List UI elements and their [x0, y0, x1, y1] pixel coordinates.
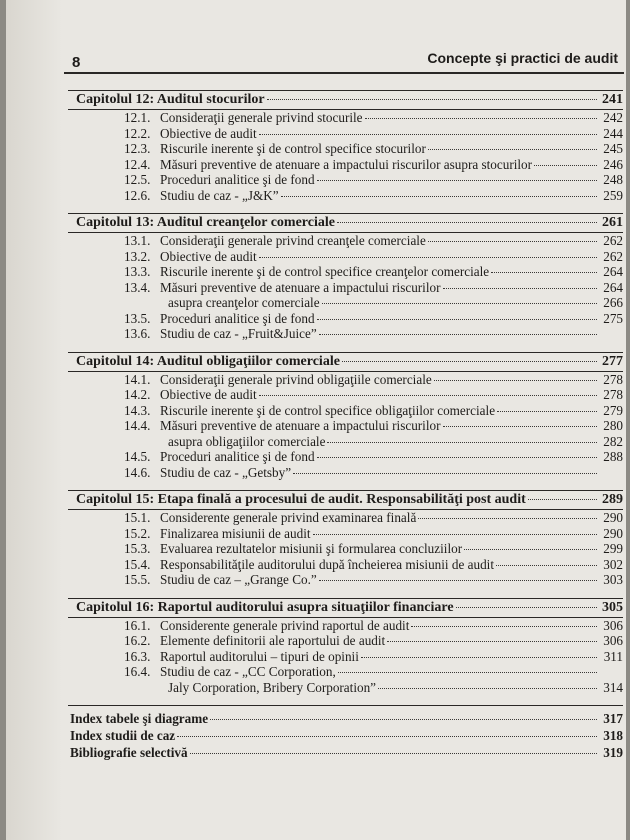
chapter-title-row: [76, 599, 623, 617]
toc-entry-row: [124, 126, 623, 142]
toc-entry-cont-row: [168, 680, 623, 696]
chapter-title-label: Capitolul 13: Auditul creanţelor comerciale: [76, 215, 335, 230]
toc-entry-page: 306: [603, 633, 623, 648]
dot-leader: [411, 625, 597, 627]
back-matter-page: 317: [603, 711, 623, 726]
toc-entry-label: Riscurile inerente şi de control specifice stocurilor: [160, 141, 426, 156]
chapter-section: [68, 213, 623, 342]
toc-entry-cont-page: 282: [603, 433, 623, 449]
toc-entry: [68, 326, 623, 342]
toc-entry: [68, 264, 623, 280]
toc-entry-row: [124, 372, 623, 388]
back-matter-entry: [68, 727, 623, 744]
toc-entry-label: Riscurile inerente şi de control specifice obligaţiilor comerciale: [160, 402, 496, 418]
toc-entry-label: Măsuri preventive de atenuare a impactului riscurilor: [160, 279, 441, 295]
toc-entry-number: 15.1.: [124, 510, 151, 525]
toc-entry-row: [124, 157, 623, 173]
toc-entry-number: 14.6.: [124, 464, 151, 480]
toc-entry-number: 14.3.: [124, 402, 151, 418]
toc-entry: [68, 465, 623, 481]
toc-entry: [68, 449, 623, 465]
toc-entry-number: 12.6.: [124, 187, 151, 203]
toc-entry-cont-label: asupra creanţelor comerciale: [168, 295, 320, 310]
dot-leader: [342, 360, 597, 362]
toc-entry-page: 242: [603, 110, 623, 125]
toc-entry: [68, 618, 623, 634]
toc-entry: [68, 172, 623, 188]
toc-entry-page: 262: [603, 233, 623, 248]
toc-entry-page: 264: [603, 279, 623, 295]
toc-entry: [68, 188, 623, 204]
toc-entry: [68, 633, 623, 649]
chapter-heading: [68, 213, 623, 233]
toc-entry-label: Evaluarea rezultatelor misiunii şi formularea concluziilor: [160, 541, 463, 556]
toc-entry-page: 280: [603, 418, 623, 433]
chapter-title-row: [76, 214, 623, 232]
dot-leader: [327, 441, 597, 443]
toc-entry-page: 279: [603, 402, 623, 418]
toc-entry-row: [124, 465, 623, 481]
toc-entry-number: 13.4.: [124, 279, 151, 295]
toc-entry: [68, 541, 623, 557]
toc-entry-page: 290: [603, 525, 623, 541]
chapter-title-page: 289: [602, 492, 623, 507]
page-gutter-shadow: [6, 0, 62, 840]
toc-entry-row: [124, 233, 623, 249]
dot-leader: [497, 410, 597, 412]
dot-leader: [418, 517, 597, 519]
toc-entry-cont-label: Jaly Corporation, Bribery Corporation”: [168, 679, 377, 695]
page-header: [64, 44, 624, 74]
toc-entry-row: [124, 633, 623, 649]
chapter-section: [68, 90, 623, 203]
toc-entry-row: [124, 449, 623, 465]
dot-leader: [267, 98, 597, 100]
dot-leader: [378, 687, 597, 689]
toc-entry-number: 15.3.: [124, 541, 151, 556]
toc-entry-page: 248: [603, 172, 623, 187]
toc-entry-row: [124, 649, 623, 665]
toc-entry-page: 259: [603, 187, 623, 203]
chapter-title-page: 261: [602, 215, 623, 230]
toc-entry-page: 311: [603, 648, 623, 664]
back-matter-row: [70, 744, 623, 761]
back-matter-label: Index tabele şi diagrame: [70, 711, 209, 726]
toc-entry-label: Măsuri preventive de atenuare a impactului riscurilor: [160, 418, 441, 433]
toc-entry-label: Raportul auditorului – tipuri de opinii: [160, 648, 359, 664]
dot-leader: [387, 640, 597, 642]
toc-entry-row: [124, 418, 623, 434]
toc-entry-row: [124, 311, 623, 327]
toc-entry: [68, 572, 623, 588]
toc-entry-label: Măsuri preventive de atenuare a impactului riscurilor asupra stocurilor: [160, 156, 533, 172]
toc-entry-number: 13.6.: [124, 326, 151, 341]
dot-leader: [293, 472, 597, 474]
toc-entry-page: 306: [603, 617, 623, 633]
toc-entry-page: 246: [603, 156, 623, 172]
dot-leader: [534, 164, 597, 166]
toc-entry: [68, 157, 623, 173]
book-page: [6, 0, 626, 840]
chapter-heading: [68, 90, 623, 110]
toc-entry-row: [124, 110, 623, 126]
chapter-section: [68, 490, 623, 588]
toc-entry-number: 13.1.: [124, 233, 151, 248]
toc-entry: [68, 280, 623, 296]
toc-entry-number: 12.1.: [124, 110, 151, 125]
back-matter-label: Bibliografie selectivă: [70, 745, 188, 760]
toc-entry-row: [124, 188, 623, 204]
dot-leader: [337, 221, 597, 223]
toc-entry-page: 299: [603, 541, 623, 556]
dot-leader: [361, 656, 597, 658]
chapter-title-label: Capitolul 14: Auditul obligaţiilor comerciale: [76, 353, 340, 369]
toc-entry-page: 244: [603, 125, 623, 141]
dot-leader: [319, 333, 597, 335]
toc-entry-row: [124, 264, 623, 280]
toc-entry-label: Considerente generale privind raportul de audit: [160, 617, 410, 633]
dot-leader: [428, 148, 597, 150]
toc-entry-page: 288: [603, 449, 623, 464]
toc-entry: [68, 649, 623, 665]
dot-leader: [281, 195, 597, 197]
toc-entry-page: 275: [603, 310, 623, 326]
page-number: 8: [72, 54, 81, 71]
toc-entry: [68, 110, 623, 126]
toc-entry-number: 15.2.: [124, 525, 151, 541]
toc-entry-label: Obiective de audit: [160, 125, 257, 141]
dot-leader: [190, 752, 597, 754]
toc-entry-number: 15.5.: [124, 572, 151, 587]
toc-entry-page: 303: [603, 572, 623, 587]
dot-leader: [464, 548, 597, 550]
dot-leader: [496, 564, 597, 566]
dot-leader: [428, 240, 597, 242]
toc-entry-label: Studiu de caz - „J&K”: [160, 187, 279, 203]
toc-entry-label: Consideraţii generale privind creanţele comerciale: [160, 233, 426, 248]
toc-entry-number: 14.4.: [124, 418, 151, 433]
toc-entry: [68, 126, 623, 142]
toc-entry: [68, 311, 623, 327]
chapter-title-label: Capitolul 15: Etapa finală a procesului de audit. Responsabilităţi post audit: [76, 492, 526, 507]
back-matter-row: [70, 727, 623, 744]
toc-entry-number: 14.1.: [124, 371, 151, 387]
toc-entry-label: Proceduri analitice şi de fond: [160, 310, 315, 326]
toc-entry-label: Obiective de audit: [160, 248, 257, 264]
toc-entry: [68, 510, 623, 526]
toc-entry: [68, 249, 623, 265]
toc-entry-page: 262: [603, 248, 623, 264]
dot-leader: [317, 179, 597, 181]
toc-entry-number: 16.3.: [124, 648, 151, 664]
toc-entry-page: 264: [603, 264, 623, 279]
dot-leader: [528, 498, 597, 500]
dot-leader: [317, 456, 597, 458]
back-matter-page: 319: [603, 745, 623, 760]
toc-entry: [68, 557, 623, 573]
toc-entry-page: 278: [603, 387, 623, 402]
toc-entry-continuation: [68, 434, 623, 450]
back-matter-entry: [68, 710, 623, 727]
toc-entry-number: 13.2.: [124, 248, 151, 264]
dot-leader: [434, 379, 597, 381]
back-matter-label: Index studii de caz: [70, 728, 176, 743]
toc-entry-page: 278: [603, 371, 623, 387]
chapter-title-page: 277: [602, 353, 623, 369]
dot-leader: [456, 606, 597, 608]
chapter-heading: [68, 598, 623, 618]
toc-entry-row: [124, 618, 623, 634]
toc-entry-row: [124, 387, 623, 403]
back-matter-page: 318: [603, 728, 623, 743]
toc-entry-row: [124, 526, 623, 542]
chapter-title-row: [76, 353, 623, 371]
toc-entry-row: [124, 172, 623, 188]
dot-leader: [259, 133, 597, 135]
toc-entry-label: Studiu de caz - „Fruit&Juice”: [160, 326, 317, 341]
back-matter-list: [68, 705, 623, 761]
toc-entry: [68, 372, 623, 388]
toc-entry-number: 12.2.: [124, 125, 151, 141]
toc-entry-label: Considerente generale privind examinarea finală: [160, 510, 417, 525]
back-matter-row: [70, 710, 623, 727]
toc-entry-number: 16.1.: [124, 617, 151, 633]
toc-entry-cont-page: 266: [603, 295, 623, 310]
toc-entry-label: Obiective de audit: [160, 387, 257, 402]
chapter-title-page: 305: [602, 599, 623, 615]
toc-entry-label: Studiu de caz - „CC Corporation,: [160, 664, 336, 679]
toc-entry-number: 13.5.: [124, 310, 151, 326]
dot-leader: [319, 579, 597, 581]
toc-entry-continuation: [68, 295, 623, 311]
chapter-section: [68, 598, 623, 696]
toc-entry: [68, 526, 623, 542]
toc-entry-cont-page: 314: [603, 679, 623, 695]
toc-entry: [68, 664, 623, 680]
chapter-title-label: Capitolul 16: Raportul auditorului asupra situaţiilor financiare: [76, 599, 454, 615]
dot-leader: [491, 271, 597, 273]
chapter-heading: [68, 490, 623, 510]
toc-entry-number: 16.2.: [124, 633, 151, 648]
toc-entry-cont-label: asupra obligaţiilor comerciale: [168, 433, 326, 449]
toc-entry-label: Studiu de caz - „Getsby”: [160, 464, 292, 480]
toc-entry-cont-row: [168, 434, 623, 450]
toc-entry-label: Consideraţii generale privind stocurile: [160, 110, 363, 125]
dot-leader: [177, 735, 597, 737]
dot-leader: [322, 302, 597, 304]
chapter-title-label: Capitolul 12: Auditul stocurilor: [76, 92, 265, 107]
toc-entry-row: [124, 572, 623, 588]
chapter-title-row: [76, 91, 623, 109]
chapter-title-row: [76, 491, 623, 509]
dot-leader: [313, 533, 597, 535]
dot-leader: [365, 117, 597, 119]
toc-entry-number: 12.5.: [124, 172, 151, 187]
toc-entry-row: [124, 141, 623, 157]
toc-entry-label: Proceduri analitice şi de fond: [160, 172, 315, 187]
toc-entry-row: [124, 326, 623, 342]
toc-entry-label: Studiu de caz – „Grange Co.”: [160, 572, 317, 587]
toc-entry-row: [124, 557, 623, 573]
chapter-section: [68, 352, 623, 481]
dot-leader: [338, 671, 597, 673]
toc-entry-row: [124, 510, 623, 526]
toc-entry-label: Responsabilităţile auditorului după încheierea misiunii de audit: [160, 556, 495, 572]
dot-leader: [443, 425, 598, 427]
chapter-heading: [68, 352, 623, 372]
toc-entry-row: [124, 664, 623, 680]
toc-entry-number: 12.4.: [124, 156, 151, 172]
toc-entry-label: Proceduri analitice şi de fond: [160, 449, 315, 464]
toc-entry-page: 245: [603, 141, 623, 156]
chapter-title-page: 241: [602, 92, 623, 107]
back-matter-entry: [68, 744, 623, 761]
toc-entry: [68, 233, 623, 249]
toc-entry: [68, 403, 623, 419]
toc-entry-row: [124, 280, 623, 296]
toc-entry: [68, 387, 623, 403]
toc-entry-label: Elemente definitorii ale raportului de audit: [160, 633, 386, 648]
dot-leader: [443, 287, 598, 289]
running-title: Concepte şi practici de audit: [427, 50, 618, 66]
toc-entry-number: 15.4.: [124, 556, 151, 572]
toc-entry: [68, 418, 623, 434]
table-of-contents: [68, 90, 623, 761]
toc-entry-page: 290: [603, 510, 623, 525]
toc-entry-number: 14.2.: [124, 387, 151, 402]
toc-entry-row: [124, 541, 623, 557]
toc-entry-label: Consideraţii generale privind obligaţiile comerciale: [160, 371, 432, 387]
toc-entry-number: 14.5.: [124, 449, 151, 464]
toc-entry-cont-row: [168, 295, 623, 311]
toc-entry-number: 13.3.: [124, 264, 151, 279]
toc-entry-continuation: [68, 680, 623, 696]
dot-leader: [259, 394, 597, 396]
toc-entry-row: [124, 249, 623, 265]
toc-entry: [68, 141, 623, 157]
dot-leader: [210, 718, 597, 720]
toc-entry-page: 302: [603, 556, 623, 572]
dot-leader: [259, 256, 597, 258]
toc-entry-row: [124, 403, 623, 419]
toc-entry-number: 16.4.: [124, 664, 151, 679]
toc-entry-number: 12.3.: [124, 141, 151, 156]
toc-entry-label: Finalizarea misiunii de audit: [160, 525, 311, 541]
toc-entry-label: Riscurile inerente şi de control specifice creanţelor comerciale: [160, 264, 490, 279]
dot-leader: [317, 318, 597, 320]
